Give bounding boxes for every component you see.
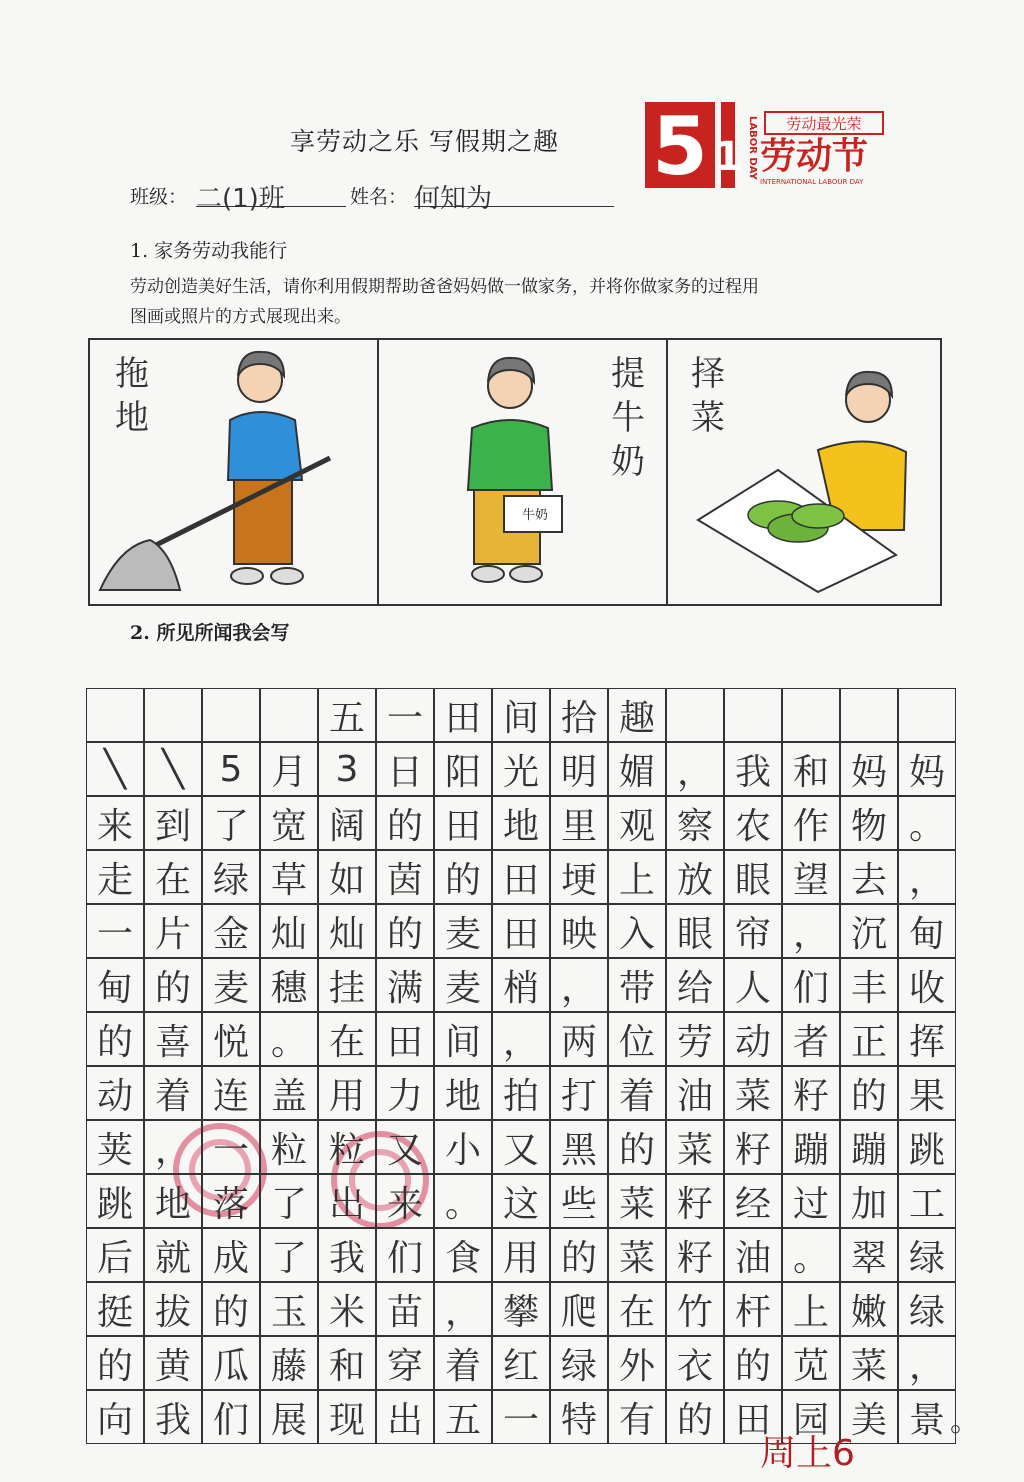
grid-cell: 月 xyxy=(260,742,318,796)
panel-label-char: 地 xyxy=(115,398,149,438)
grid-cell: 五 xyxy=(434,1390,492,1444)
grid-cell: 梢 xyxy=(492,958,550,1012)
grid-cell: ╲ xyxy=(86,742,144,796)
grid-cell: 籽 xyxy=(782,1066,840,1120)
grid-cell: 。 xyxy=(782,1228,840,1282)
grid-cell: 悦 xyxy=(202,1012,260,1066)
grid-cell: 观 xyxy=(608,796,666,850)
panel-label-char: 菜 xyxy=(691,398,725,438)
grid-cell: 农 xyxy=(724,796,782,850)
grid-cell: 落 xyxy=(202,1174,260,1228)
grid-cell: 3 xyxy=(318,742,376,796)
grid-cell: 眼 xyxy=(666,904,724,958)
class-line xyxy=(196,178,346,214)
panel2-label xyxy=(604,352,652,484)
grid-cell: 工 xyxy=(898,1174,956,1228)
grid-cell: 上 xyxy=(782,1282,840,1336)
grid-cell: 灿 xyxy=(260,904,318,958)
grid-cell: 菜 xyxy=(608,1228,666,1282)
grid-cell: 打 xyxy=(550,1066,608,1120)
grid-cell: 者 xyxy=(782,1012,840,1066)
grid-cell: 用 xyxy=(318,1066,376,1120)
grid-cell: 在 xyxy=(608,1282,666,1336)
section1-instruction-line1: 劳动创造美好生活，请你利用假期帮助爸爸妈妈做一做家务，并将你做家务的过程用 xyxy=(130,277,759,297)
grid-cell: 映 xyxy=(550,904,608,958)
grid-cell: 茵 xyxy=(376,850,434,904)
grid-cell: 放 xyxy=(666,850,724,904)
grid-cell: 帘 xyxy=(724,904,782,958)
grid-cell: 翠 xyxy=(840,1228,898,1282)
grid-cell: ， xyxy=(782,904,840,958)
grid-cell: 出 xyxy=(318,1174,376,1228)
grid-cell: 。 xyxy=(260,1012,318,1066)
grid-cell: 蹦 xyxy=(840,1120,898,1174)
grid-cell: ， xyxy=(144,1120,202,1174)
name-line xyxy=(414,178,614,214)
grid-cell xyxy=(724,688,782,742)
grid-cell: 的 xyxy=(376,796,434,850)
grid-cell: 间 xyxy=(492,688,550,742)
grid-cell: 苋 xyxy=(782,1336,840,1390)
grid-cell: 就 xyxy=(144,1228,202,1282)
grid-cell: 来 xyxy=(376,1174,434,1228)
grid-cell: 美 xyxy=(840,1390,898,1444)
grid-cell xyxy=(782,688,840,742)
grid-cell: 察 xyxy=(666,796,724,850)
grid-cell: 出 xyxy=(376,1390,434,1444)
logo-badge-text: 劳动最光荣 xyxy=(786,115,862,133)
grid-cell: 田 xyxy=(492,850,550,904)
grid-cell: 埂 xyxy=(550,850,608,904)
grid-cell: ， xyxy=(898,850,956,904)
grid-cell: 外 xyxy=(608,1336,666,1390)
grid-cell: 们 xyxy=(202,1390,260,1444)
grid-cell: 妈 xyxy=(898,742,956,796)
grid-cell: ， xyxy=(550,958,608,1012)
grid-cell: 田 xyxy=(434,796,492,850)
grid-cell: 一 xyxy=(376,688,434,742)
grid-cell: 藤 xyxy=(260,1336,318,1390)
grid-cell: 间 xyxy=(434,1012,492,1066)
grid-cell: 竹 xyxy=(666,1282,724,1336)
grid-cell: 油 xyxy=(666,1066,724,1120)
grid-cell: 物 xyxy=(840,796,898,850)
grid-cell: 去 xyxy=(840,850,898,904)
grid-cell: 爬 xyxy=(550,1282,608,1336)
grid-cell: 跳 xyxy=(898,1120,956,1174)
grid-cell xyxy=(86,688,144,742)
grid-cell: 成 xyxy=(202,1228,260,1282)
grid-cell: 绿 xyxy=(898,1282,956,1336)
grid-cell: 又 xyxy=(376,1120,434,1174)
grid-cell: 的 xyxy=(376,904,434,958)
grid-cell: 籽 xyxy=(724,1120,782,1174)
grid-cell: 拍 xyxy=(492,1066,550,1120)
grid-cell: 的 xyxy=(86,1336,144,1390)
grid-cell: 们 xyxy=(782,958,840,1012)
grid-cell: 黄 xyxy=(144,1336,202,1390)
grid-cell: 加 xyxy=(840,1174,898,1228)
grid-cell: 喜 xyxy=(144,1012,202,1066)
grid-cell: 金 xyxy=(202,904,260,958)
grid-cell: 日 xyxy=(376,742,434,796)
grid-cell: 的 xyxy=(434,850,492,904)
grid-cell: 灿 xyxy=(318,904,376,958)
grid-cell: 作 xyxy=(782,796,840,850)
grid-overflow-char: 。 xyxy=(950,1404,980,1439)
grid-cell: 连 xyxy=(202,1066,260,1120)
grid-cell: 一 xyxy=(492,1390,550,1444)
grid-cell: 的 xyxy=(86,1012,144,1066)
grid-cell: 丰 xyxy=(840,958,898,1012)
grid-cell: 们 xyxy=(376,1228,434,1282)
panel-label-char: 奶 xyxy=(611,442,645,482)
grid-cell: 蹦 xyxy=(782,1120,840,1174)
grid-cell: 穗 xyxy=(260,958,318,1012)
grid-cell: 我 xyxy=(318,1228,376,1282)
grid-cell: 田 xyxy=(724,1390,782,1444)
grid-cell xyxy=(898,688,956,742)
grid-cell: 绿 xyxy=(550,1336,608,1390)
milk-bag-text: 牛奶 xyxy=(521,508,548,523)
grid-cell: 后 xyxy=(86,1228,144,1282)
grid-cell xyxy=(202,688,260,742)
logo-labor-day-text: LABOR DAY xyxy=(747,116,758,180)
grid-cell: 向 xyxy=(86,1390,144,1444)
grid-cell: 收 xyxy=(898,958,956,1012)
grid-cell: 了 xyxy=(260,1228,318,1282)
grid-cell: 黑 xyxy=(550,1120,608,1174)
grid-cell: 明 xyxy=(550,742,608,796)
grid-cell: 5 xyxy=(202,742,260,796)
grid-cell: 上 xyxy=(608,850,666,904)
grid-cell: 一 xyxy=(202,1120,260,1174)
panel-label-char: 择 xyxy=(691,354,725,394)
grid-cell: 地 xyxy=(492,796,550,850)
grid-cell: 着 xyxy=(144,1066,202,1120)
grid-cell: 。 xyxy=(898,796,956,850)
logo-number: 5 xyxy=(652,100,708,192)
grid-cell: 菜 xyxy=(608,1174,666,1228)
grid-cell: 的 xyxy=(724,1336,782,1390)
grid-cell: 。 xyxy=(434,1174,492,1228)
grid-cell: 劳 xyxy=(666,1012,724,1066)
grid-cell: 瓜 xyxy=(202,1336,260,1390)
grid-cell: 衣 xyxy=(666,1336,724,1390)
labor-day-logo-graphic xyxy=(645,100,895,192)
grid-cell: 特 xyxy=(550,1390,608,1444)
grid-cell: 挂 xyxy=(318,958,376,1012)
grid-cell: 园 xyxy=(782,1390,840,1444)
grid-cell xyxy=(144,688,202,742)
grid-cell: 嫩 xyxy=(840,1282,898,1336)
grid-cell: 入 xyxy=(608,904,666,958)
grid-cell: 菜 xyxy=(666,1120,724,1174)
grid-cell: 这 xyxy=(492,1174,550,1228)
grid-cell: 菜 xyxy=(840,1336,898,1390)
grid-cell: 宽 xyxy=(260,796,318,850)
grid-cell: 媚 xyxy=(608,742,666,796)
page-title: 享劳动之乐 写假期之趣 xyxy=(290,127,559,156)
grid-cell: 籽 xyxy=(666,1174,724,1228)
grid-cell xyxy=(666,688,724,742)
grid-cell: 正 xyxy=(840,1012,898,1066)
grid-cell: 拔 xyxy=(144,1282,202,1336)
grid-cell: 经 xyxy=(724,1174,782,1228)
grid-cell: 地 xyxy=(434,1066,492,1120)
grid-cell: 挺 xyxy=(86,1282,144,1336)
grid-cell: 田 xyxy=(434,688,492,742)
grid-cell: 跳 xyxy=(86,1174,144,1228)
name-label: 姓名： xyxy=(350,186,408,208)
grid-cell: 和 xyxy=(782,742,840,796)
grid-cell: 给 xyxy=(666,958,724,1012)
grid-cell: 到 xyxy=(144,796,202,850)
grid-cell: 两 xyxy=(550,1012,608,1066)
grid-cell: 麦 xyxy=(434,904,492,958)
panel-label-char: 牛 xyxy=(611,398,645,438)
name-value: 何知为 xyxy=(414,184,493,214)
grid-cell: 我 xyxy=(144,1390,202,1444)
logo-slash: 1 xyxy=(714,134,742,180)
milk-drawing xyxy=(380,340,600,604)
grid-cell: 挥 xyxy=(898,1012,956,1066)
grid-cell: 和 xyxy=(318,1336,376,1390)
grid-cell: 过 xyxy=(782,1174,840,1228)
grid-cell: 着 xyxy=(608,1066,666,1120)
grid-cell: 粒 xyxy=(260,1120,318,1174)
grid-cell: 力 xyxy=(376,1066,434,1120)
grid-cell: 来 xyxy=(86,796,144,850)
grid-cell: 穿 xyxy=(376,1336,434,1390)
grid-cell: ， xyxy=(434,1282,492,1336)
grid-cell: 在 xyxy=(318,1012,376,1066)
grid-cell: 片 xyxy=(144,904,202,958)
grid-cell: 的 xyxy=(666,1390,724,1444)
grid-cell: 在 xyxy=(144,850,202,904)
section1-heading: 1. 家务劳动我能行 xyxy=(130,240,288,262)
grid-cell: ， xyxy=(666,742,724,796)
grid-cell: 杆 xyxy=(724,1282,782,1336)
grid-cell: 些 xyxy=(550,1174,608,1228)
grid-cell: 苗 xyxy=(376,1282,434,1336)
grid-cell: 小 xyxy=(434,1120,492,1174)
grid-cell xyxy=(260,688,318,742)
grid-cell: 甸 xyxy=(898,904,956,958)
grid-cell: 带 xyxy=(608,958,666,1012)
logo-main-text: 劳动节 xyxy=(760,136,869,177)
grid-cell: 麦 xyxy=(434,958,492,1012)
grid-cell: 如 xyxy=(318,850,376,904)
grid-cell: 阔 xyxy=(318,796,376,850)
grid-cell: 盖 xyxy=(260,1066,318,1120)
grid-cell: 田 xyxy=(492,904,550,958)
grid-cell: 妈 xyxy=(840,742,898,796)
grid-cell: ， xyxy=(492,1012,550,1066)
panel-divider xyxy=(377,338,379,606)
grid-cell: 果 xyxy=(898,1066,956,1120)
grid-cell: 用 xyxy=(492,1228,550,1282)
grid-cell: 人 xyxy=(724,958,782,1012)
grid-cell: 绿 xyxy=(898,1228,956,1282)
grid-cell: 地 xyxy=(144,1174,202,1228)
grid-cell: 展 xyxy=(260,1390,318,1444)
grid-cell: 走 xyxy=(86,850,144,904)
mopping-drawing xyxy=(90,340,376,604)
grid-cell: 玉 xyxy=(260,1282,318,1336)
grid-cell: 绿 xyxy=(202,850,260,904)
grid-cell: 又 xyxy=(492,1120,550,1174)
class-label: 班级： xyxy=(130,186,188,208)
grid-cell: 攀 xyxy=(492,1282,550,1336)
grid-cell: 阳 xyxy=(434,742,492,796)
grid-cell: 的 xyxy=(202,1282,260,1336)
grid-cell: 了 xyxy=(202,796,260,850)
grid-cell: 甸 xyxy=(86,958,144,1012)
grid-cell: 食 xyxy=(434,1228,492,1282)
grid-cell: 麦 xyxy=(202,958,260,1012)
grid-cell: 的 xyxy=(144,958,202,1012)
grid-cell: 趣 xyxy=(608,688,666,742)
grid-cell: 着 xyxy=(434,1336,492,1390)
grid-cell: 景 xyxy=(898,1390,956,1444)
grid-cell: 籽 xyxy=(666,1228,724,1282)
grid-cell: ╲ xyxy=(144,742,202,796)
logo-subtitle: INTERNATIONAL LABOUR DAY xyxy=(760,178,864,186)
grid-cell: 油 xyxy=(724,1228,782,1282)
grid-cell: ， xyxy=(898,1336,956,1390)
grid-cell: 草 xyxy=(260,850,318,904)
grid-cell: 菜 xyxy=(724,1066,782,1120)
grid-cell: 现 xyxy=(318,1390,376,1444)
grid-cell: 一 xyxy=(86,904,144,958)
grid-cell: 位 xyxy=(608,1012,666,1066)
grid-cell: 了 xyxy=(260,1174,318,1228)
grid-cell: 粒 xyxy=(318,1120,376,1174)
grid-cell: 动 xyxy=(86,1066,144,1120)
grid-cell: 的 xyxy=(550,1228,608,1282)
grid-cell: 田 xyxy=(376,1012,434,1066)
grid-cell: 五 xyxy=(318,688,376,742)
grid-cell: 满 xyxy=(376,958,434,1012)
grid-cell: 我 xyxy=(724,742,782,796)
panel-label-char: 提 xyxy=(611,354,645,394)
grid-cell: 有 xyxy=(608,1390,666,1444)
grid-cell: 米 xyxy=(318,1282,376,1336)
grid-cell: 的 xyxy=(840,1066,898,1120)
grid-cell: 光 xyxy=(492,742,550,796)
vegetable-drawing xyxy=(668,340,940,604)
grid-cell: 沉 xyxy=(840,904,898,958)
section1-instruction-line2: 图画或照片的方式展现出来。 xyxy=(130,307,351,327)
signature: 周上6 xyxy=(760,1433,855,1474)
grid-cell xyxy=(840,688,898,742)
grid-cell: 荚 xyxy=(86,1120,144,1174)
grid-cell: 拾 xyxy=(550,688,608,742)
section2-heading: 2. 所见所闻我会写 xyxy=(130,622,290,644)
panel-label-char: 拖 xyxy=(115,354,149,394)
labor-day-logo xyxy=(645,100,895,192)
grid-cell: 眼 xyxy=(724,850,782,904)
class-value: 二(1)班 xyxy=(196,184,285,214)
grid-cell: 的 xyxy=(608,1120,666,1174)
grid-cell: 里 xyxy=(550,796,608,850)
grid-cell: 红 xyxy=(492,1336,550,1390)
grid-cell: 动 xyxy=(724,1012,782,1066)
grid-cell: 望 xyxy=(782,850,840,904)
